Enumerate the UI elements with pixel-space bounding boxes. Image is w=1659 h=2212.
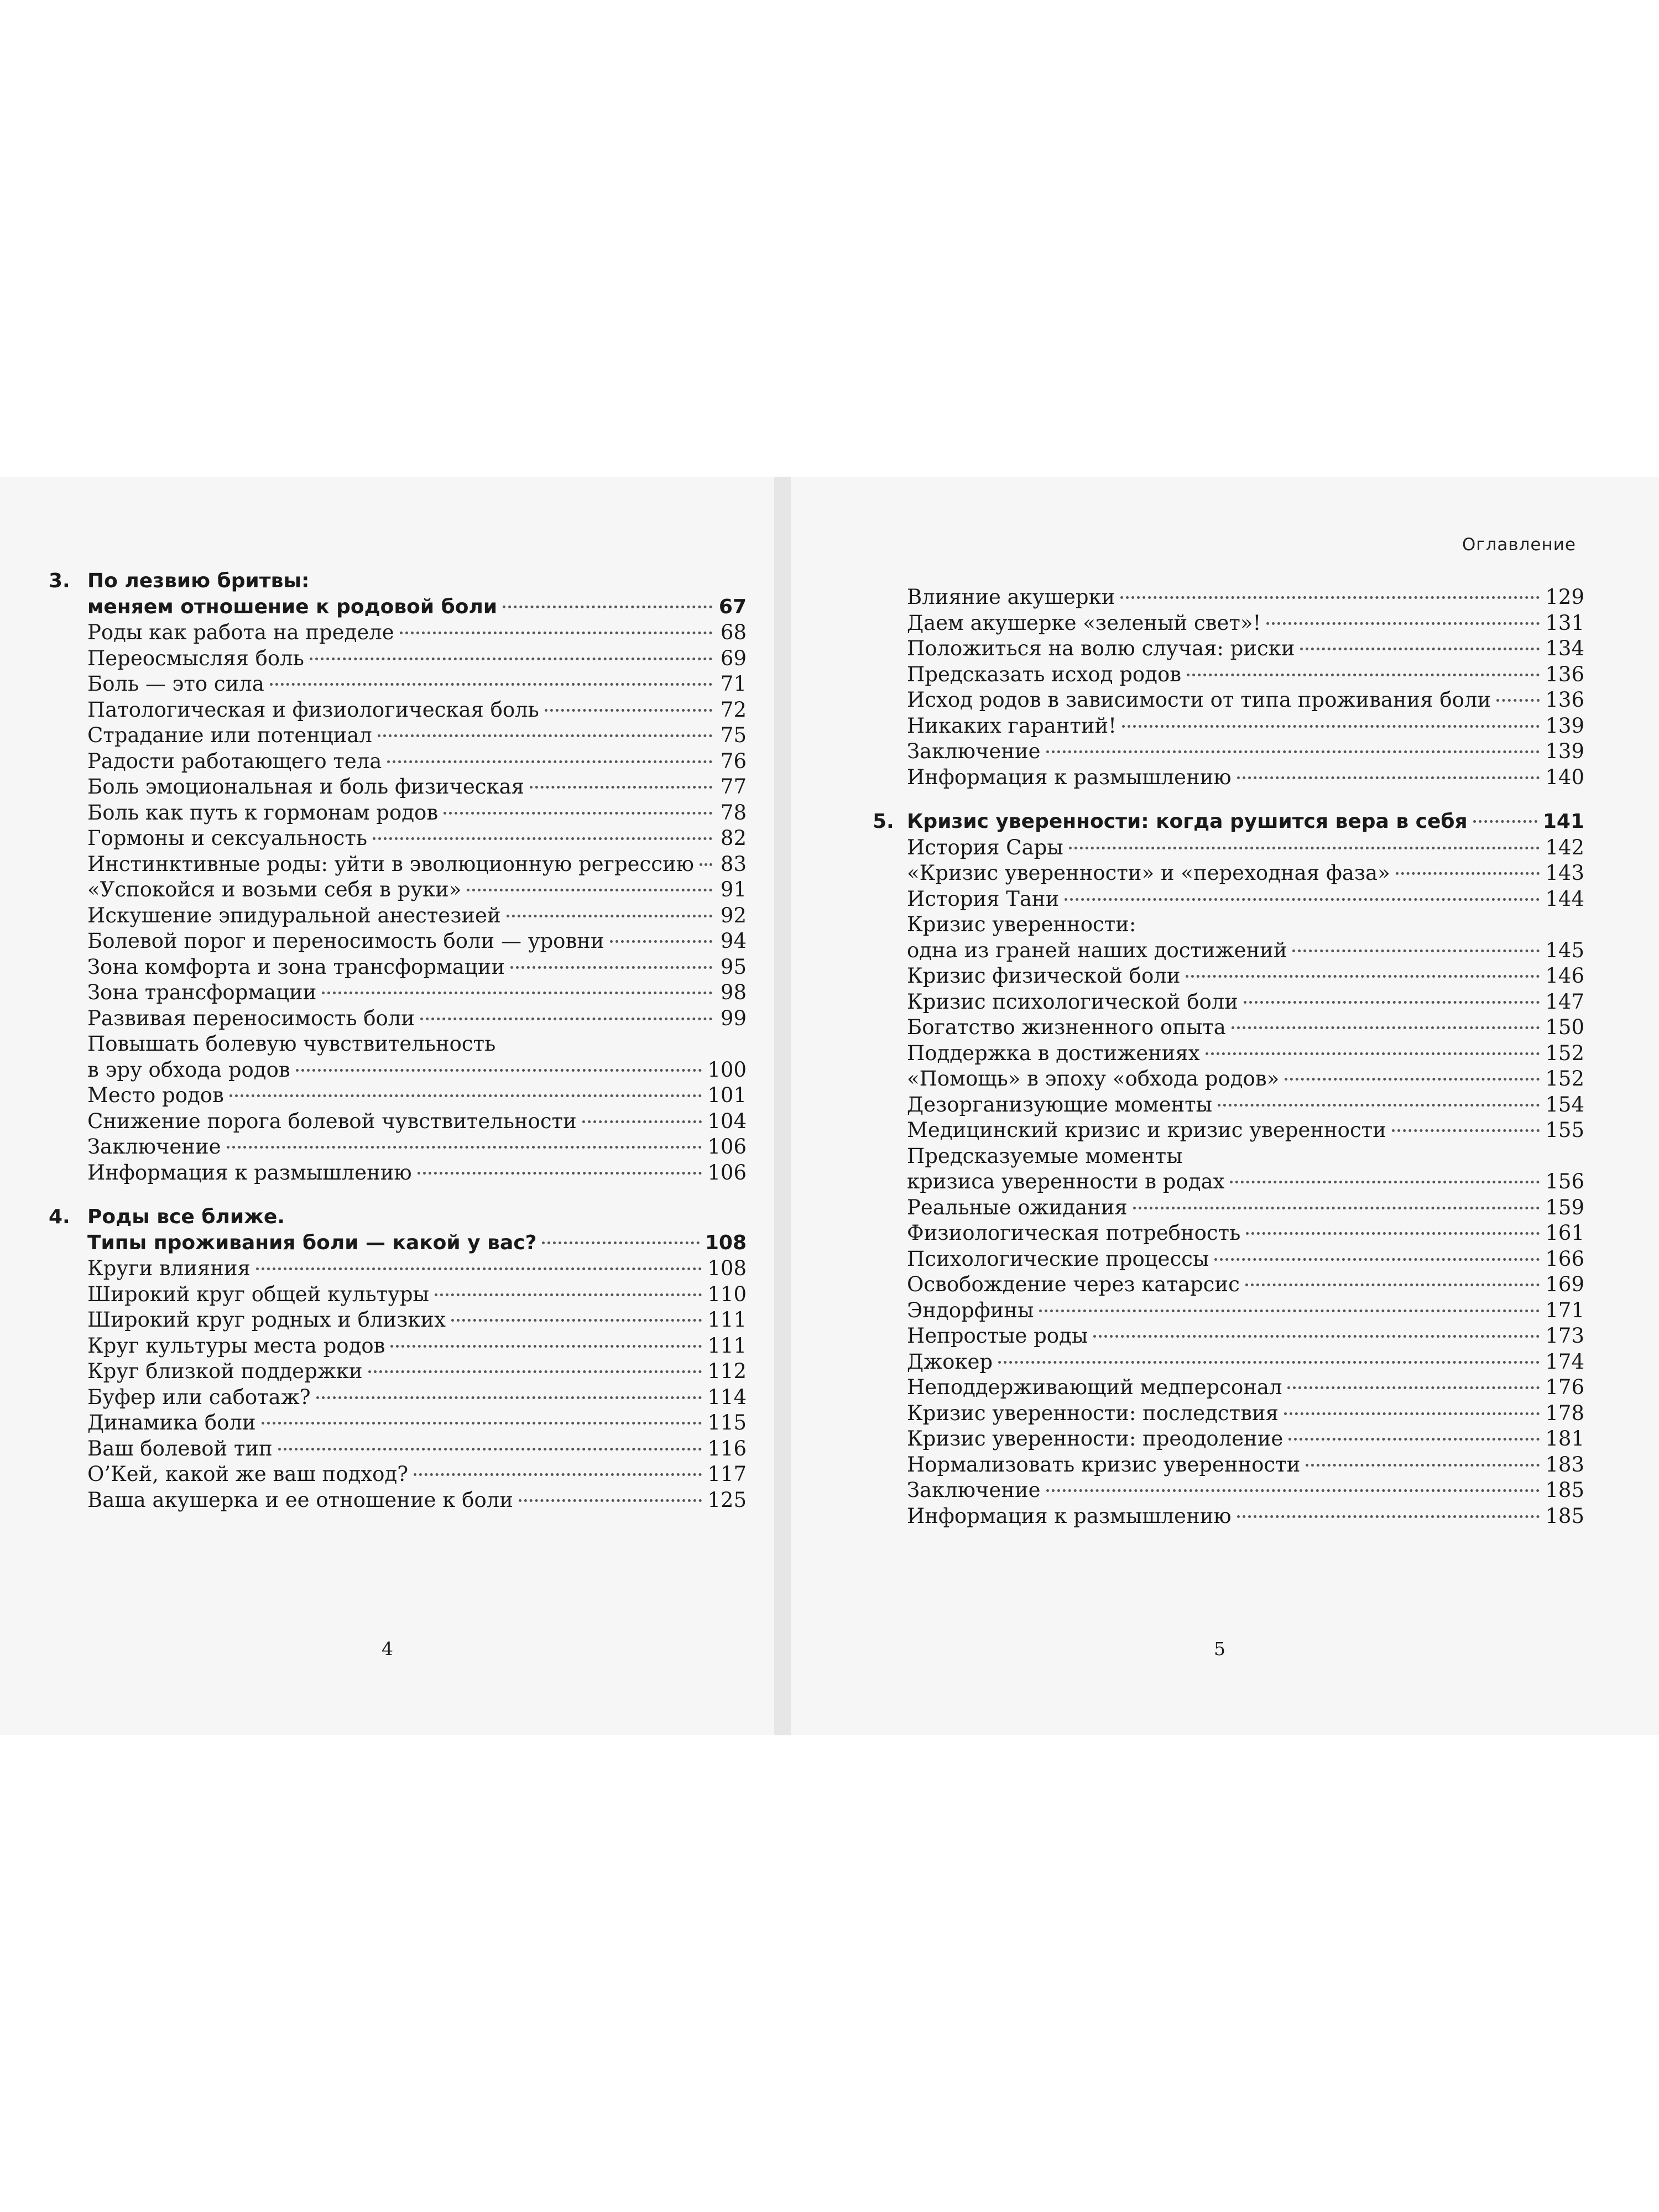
toc-entry-title: Влияние акушерки xyxy=(907,585,1115,609)
toc-page-number: 166 xyxy=(1545,1246,1584,1271)
toc-entry xyxy=(49,1057,747,1083)
dot-leader xyxy=(256,1267,702,1270)
toc-entry xyxy=(907,1298,1584,1324)
toc-entry xyxy=(907,1066,1584,1092)
toc-entry-title: Роды все ближе. xyxy=(87,1206,285,1228)
dot-leader xyxy=(503,606,712,608)
toc-entry-title: Широкий круг родных и близких xyxy=(87,1308,446,1332)
toc-entry xyxy=(907,1246,1584,1272)
toc-entry-title: Предсказуемые моменты xyxy=(907,1144,1183,1168)
toc-entry-title: Страдание или потенциал xyxy=(87,723,372,747)
toc-entry xyxy=(907,662,1584,688)
dot-leader xyxy=(467,889,712,891)
toc-entry xyxy=(907,1349,1584,1375)
toc-entry xyxy=(49,1282,747,1308)
dot-leader xyxy=(1133,1207,1540,1209)
toc-page-number: 116 xyxy=(707,1436,747,1460)
toc-entry xyxy=(907,636,1584,662)
toc-chapter-title xyxy=(49,1204,747,1230)
toc-entry-title: Роды как работа на пределе xyxy=(87,620,394,644)
toc-entry xyxy=(49,1462,747,1488)
dot-leader xyxy=(373,837,712,840)
running-head: Оглавление xyxy=(1462,535,1576,555)
toc-entry xyxy=(49,1385,747,1411)
dot-leader xyxy=(1232,1026,1540,1029)
toc-entry-title: Типы проживания боли — какой у вас? xyxy=(87,1231,537,1254)
dot-leader xyxy=(435,1293,702,1296)
dot-leader xyxy=(390,1345,702,1348)
toc-entry xyxy=(49,774,747,800)
chapter-number: 3. xyxy=(49,570,70,592)
toc-page-number: 99 xyxy=(720,1006,747,1030)
toc-entry-title: Переосмысляя боль xyxy=(87,646,304,670)
toc-entry xyxy=(49,852,747,878)
toc-page-number: 104 xyxy=(707,1109,747,1133)
toc-page-number: 115 xyxy=(707,1411,747,1434)
toc-entry-title: Информация к размышлению xyxy=(907,1504,1232,1528)
toc-page-number: 183 xyxy=(1545,1452,1584,1477)
toc-entry-title: Физиологическая потребность xyxy=(907,1221,1241,1245)
toc-entry xyxy=(907,585,1584,611)
toc-entry-title: «Кризис уверенности» и «переходная фаза» xyxy=(907,861,1390,885)
toc-chapter-title xyxy=(49,1230,747,1256)
toc-page-number: 95 xyxy=(720,954,747,979)
dot-leader xyxy=(1266,622,1540,625)
toc-entry-title: кризиса уверенности в родах xyxy=(907,1170,1225,1193)
toc-entry-title: Информация к размышлению xyxy=(87,1160,412,1185)
toc-entry-title: «Помощь» в эпоху «обхода родов» xyxy=(907,1067,1280,1091)
dot-leader xyxy=(1230,1181,1540,1183)
dot-leader xyxy=(519,1499,702,1502)
toc-entry-title: Неподдерживающий медперсонал xyxy=(907,1375,1282,1399)
dot-leader xyxy=(1396,872,1540,875)
toc-entry-title: Ваш болевой тип xyxy=(87,1436,273,1460)
toc-page-number: 111 xyxy=(707,1308,747,1332)
toc-entry xyxy=(907,611,1584,637)
toc-entry xyxy=(49,1160,747,1186)
toc-entry xyxy=(49,877,747,903)
toc-entry-title: Кризис психологической боли xyxy=(907,989,1238,1014)
toc-entry xyxy=(907,687,1584,713)
toc-section xyxy=(873,809,1584,1529)
toc-entry-title: Повышать болевую чувствительность xyxy=(87,1032,496,1056)
toc-entry-title: Снижение порога болевой чувствительности xyxy=(87,1109,577,1133)
toc-entry-title: Кризис уверенности: xyxy=(907,912,1136,936)
toc-entry xyxy=(49,1359,747,1385)
toc-page-number: 139 xyxy=(1545,739,1584,763)
toc-entry xyxy=(907,989,1584,1015)
dot-leader xyxy=(545,709,712,712)
toc-page-number: 181 xyxy=(1545,1427,1584,1451)
toc-entry xyxy=(907,1041,1584,1067)
toc-page-number: 75 xyxy=(720,723,747,747)
dot-leader xyxy=(1496,699,1540,702)
toc-page-number: 140 xyxy=(1545,765,1584,789)
dot-leader xyxy=(542,1241,699,1244)
dot-leader xyxy=(418,1172,702,1175)
toc-page-number: 94 xyxy=(720,929,747,953)
toc-entry-title: Ваша акушерка и ее отношение к боли xyxy=(87,1488,513,1512)
toc-chapter-title xyxy=(907,809,1584,835)
toc-page-number: 150 xyxy=(1545,1015,1584,1039)
toc-entry xyxy=(907,1323,1584,1349)
dot-leader xyxy=(278,1448,702,1451)
dot-leader xyxy=(1206,1052,1540,1055)
dot-leader xyxy=(229,1094,702,1097)
dot-leader xyxy=(1245,1284,1540,1286)
toc-entry xyxy=(907,1220,1584,1246)
dot-leader xyxy=(1214,1258,1540,1261)
dot-leader xyxy=(296,1069,702,1072)
toc-entry-title: Зона комфорта и зона трансформации xyxy=(87,954,505,979)
dot-leader xyxy=(227,1146,702,1149)
toc-entry xyxy=(49,954,747,980)
toc-page-number: 169 xyxy=(1545,1272,1584,1296)
toc-entry xyxy=(49,749,747,775)
toc-entry xyxy=(907,739,1584,765)
toc-entry-title: Кризис уверенности: последствия xyxy=(907,1401,1279,1425)
toc-entry-title: Боль как путь к гормонам родов xyxy=(87,800,439,825)
dot-leader xyxy=(1039,1310,1540,1312)
dot-leader xyxy=(400,632,712,634)
toc-entry-title: «Успокойся и возьми себя в руки» xyxy=(87,878,462,901)
toc-entry xyxy=(907,1118,1584,1144)
book-gutter xyxy=(774,477,791,1735)
right-page xyxy=(791,477,1659,1735)
toc-page-number: 143 xyxy=(1545,861,1584,885)
toc-entry xyxy=(907,963,1584,989)
toc-entry-title: Патологическая и физиологическая боль xyxy=(87,697,539,722)
toc-page-number: 141 xyxy=(1542,810,1584,833)
dot-leader xyxy=(1244,1001,1540,1004)
chapter-number: 4. xyxy=(49,1206,70,1228)
toc-entry xyxy=(49,1333,747,1359)
toc-entry-title: Буфер или саботаж? xyxy=(87,1385,311,1409)
dot-leader xyxy=(1187,674,1540,676)
toc-entry xyxy=(49,800,747,826)
toc-section xyxy=(49,1204,747,1513)
toc-entry xyxy=(907,765,1584,791)
toc-page-number: 152 xyxy=(1545,1067,1584,1091)
toc-entry-title: Место родов xyxy=(87,1083,224,1107)
toc-entry-title: Джокер xyxy=(907,1349,993,1374)
toc-page-number: 111 xyxy=(707,1333,747,1358)
toc-page-number: 134 xyxy=(1545,637,1584,660)
toc-entry xyxy=(907,912,1584,938)
toc-entry-title: Исход родов в зависимости от типа проживания боли xyxy=(907,688,1491,712)
toc-entry xyxy=(907,1375,1584,1401)
toc-entry-title: Динамика боли xyxy=(87,1411,256,1434)
toc-entry xyxy=(49,1436,747,1462)
toc-page-number: 108 xyxy=(707,1256,747,1280)
toc-entry xyxy=(907,1478,1584,1504)
toc-entry xyxy=(907,886,1584,912)
toc-entry-title: Боль — это сила xyxy=(87,672,264,696)
toc-section xyxy=(49,568,747,1186)
dot-leader xyxy=(1186,975,1540,978)
toc-page-number: 152 xyxy=(1545,1041,1584,1065)
toc-entry-title: Реальные ожидания xyxy=(907,1195,1128,1219)
toc-page-number: 161 xyxy=(1545,1221,1584,1245)
toc-entry xyxy=(907,1144,1584,1170)
toc-entry-title: По лезвию бритвы: xyxy=(87,570,310,592)
page-number-left: 4 xyxy=(382,1638,393,1660)
toc-page-number: 171 xyxy=(1545,1298,1584,1322)
toc-chapter-title xyxy=(49,568,747,594)
dot-leader xyxy=(582,1120,702,1123)
toc-entry xyxy=(49,620,747,646)
toc-entry-title: Поддержка в достижениях xyxy=(907,1041,1200,1065)
page-number-right: 5 xyxy=(1214,1638,1225,1660)
toc-page-number: 101 xyxy=(707,1083,747,1107)
toc-section xyxy=(907,585,1584,790)
toc-left xyxy=(49,568,747,1513)
toc-page-number: 154 xyxy=(1545,1092,1584,1117)
toc-entry-title: Дезорганизующие моменты xyxy=(907,1092,1213,1117)
toc-entry xyxy=(49,671,747,697)
dot-leader xyxy=(1046,750,1540,753)
toc-page-number: 178 xyxy=(1545,1401,1584,1425)
toc-entry-title: Заключение xyxy=(907,1478,1041,1502)
toc-entry-title: Гормоны и сексуальность xyxy=(87,826,368,850)
toc-page-number: 100 xyxy=(707,1057,747,1082)
toc-entry xyxy=(907,1426,1584,1452)
dot-leader xyxy=(322,992,712,994)
toc-entry-title: Широкий круг общей культуры xyxy=(87,1282,429,1306)
dot-leader xyxy=(444,812,712,815)
toc-entry-title: Нормализовать кризис уверенности xyxy=(907,1452,1301,1477)
toc-page-number: 68 xyxy=(720,620,747,644)
toc-page-number: 106 xyxy=(707,1135,747,1159)
toc-entry-title: Заключение xyxy=(907,739,1041,763)
dot-leader xyxy=(1120,596,1540,599)
dot-leader xyxy=(1306,1464,1540,1467)
toc-page-number: 131 xyxy=(1545,611,1584,635)
toc-page-number: 129 xyxy=(1545,585,1584,609)
toc-entry-title: Освобождение через катарсис xyxy=(907,1272,1240,1296)
dot-leader xyxy=(1046,1489,1540,1492)
toc-entry xyxy=(907,1452,1584,1478)
dot-leader xyxy=(368,1370,702,1373)
toc-entry-title: Кризис уверенности: когда рушится вера в себя xyxy=(907,810,1468,833)
toc-entry-title: Радости работающего тела xyxy=(87,749,382,773)
toc-chapter-title xyxy=(49,594,747,620)
toc-entry xyxy=(907,1195,1584,1221)
toc-entry-title: в эру обхода родов xyxy=(87,1057,290,1082)
toc-right xyxy=(873,585,1584,1529)
toc-page-number: 114 xyxy=(707,1385,747,1409)
toc-page-number: 147 xyxy=(1545,989,1584,1014)
toc-page-number: 142 xyxy=(1545,835,1584,859)
toc-entry xyxy=(907,1272,1584,1298)
toc-page-number: 144 xyxy=(1545,886,1584,911)
toc-entry xyxy=(907,1169,1584,1195)
toc-entry-title: Непростые роды xyxy=(907,1324,1088,1348)
toc-page-number: 173 xyxy=(1545,1324,1584,1348)
toc-entry-title: одна из граней наших достижений xyxy=(907,938,1287,962)
toc-page-number: 98 xyxy=(720,980,747,1004)
toc-entry-title: Информация к размышлению xyxy=(907,765,1232,789)
toc-entry-title: Круги влияния xyxy=(87,1256,251,1280)
toc-page-number: 108 xyxy=(705,1231,747,1254)
toc-page-number: 78 xyxy=(720,800,747,825)
toc-entry-title: История Сары xyxy=(907,835,1063,859)
dot-leader xyxy=(378,734,712,737)
toc-entry-title: меняем отношение к родовой боли xyxy=(87,595,498,618)
dot-leader xyxy=(998,1361,1540,1364)
dot-leader xyxy=(1069,847,1540,849)
dot-leader xyxy=(414,1473,702,1476)
dot-leader xyxy=(1292,950,1540,952)
toc-page-number: 72 xyxy=(720,697,747,722)
toc-entry xyxy=(49,980,747,1006)
toc-page-number: 174 xyxy=(1545,1349,1584,1374)
dot-leader xyxy=(1218,1104,1540,1107)
toc-entry-title: Психологические процессы xyxy=(907,1246,1209,1271)
toc-page-number: 159 xyxy=(1545,1195,1584,1219)
toc-entry xyxy=(907,1401,1584,1427)
toc-entry xyxy=(49,646,747,672)
toc-entry-title: Круг близкой поддержки xyxy=(87,1359,363,1383)
dot-leader xyxy=(1237,776,1540,779)
toc-entry xyxy=(49,1109,747,1135)
dot-leader xyxy=(270,683,712,686)
toc-page-number: 71 xyxy=(720,672,747,696)
toc-entry xyxy=(49,826,747,852)
toc-page-number: 112 xyxy=(707,1359,747,1383)
toc-page-number: 110 xyxy=(707,1282,747,1306)
toc-entry-title: Положиться на волю случая: риски xyxy=(907,637,1295,660)
dot-leader xyxy=(610,940,712,943)
toc-entry-title: О’Кей, какой же ваш подход? xyxy=(87,1462,409,1486)
toc-entry xyxy=(907,835,1584,861)
toc-page-number: 156 xyxy=(1545,1170,1584,1193)
toc-entry-title: Предсказать исход родов xyxy=(907,662,1182,686)
toc-entry-title: Никаких гарантий! xyxy=(907,713,1117,738)
toc-page-number: 117 xyxy=(707,1462,747,1486)
toc-entry-title: Кризис физической боли xyxy=(907,964,1181,988)
toc-entry-title: Заключение xyxy=(87,1135,221,1159)
toc-entry xyxy=(49,1410,747,1436)
dot-leader xyxy=(1122,725,1540,728)
dot-leader xyxy=(507,915,712,917)
dot-leader xyxy=(310,658,712,660)
toc-entry xyxy=(907,1015,1584,1041)
toc-page-number: 185 xyxy=(1545,1504,1584,1528)
toc-entry xyxy=(49,1488,747,1514)
dot-leader xyxy=(530,786,712,789)
toc-entry xyxy=(49,723,747,749)
toc-entry-title: Болевой порог и переносимость боли — уровни xyxy=(87,929,604,953)
toc-page-number: 185 xyxy=(1545,1478,1584,1502)
dot-leader xyxy=(1285,1078,1540,1081)
toc-entry xyxy=(907,713,1584,739)
toc-entry-title: Богатство жизненного опыта xyxy=(907,1015,1226,1039)
toc-entry-title: Круг культуры места родов xyxy=(87,1333,385,1358)
dot-leader xyxy=(510,966,712,969)
dot-leader xyxy=(1284,1412,1540,1415)
toc-page-number: 146 xyxy=(1545,964,1584,988)
toc-entry-title: Даем акушерке «зеленый свет»! xyxy=(907,611,1261,635)
dot-leader xyxy=(262,1422,702,1425)
toc-entry xyxy=(49,1256,747,1282)
toc-entry-title: Зона трансформации xyxy=(87,980,317,1004)
toc-entry xyxy=(907,1092,1584,1118)
dot-leader xyxy=(387,760,712,763)
dot-leader xyxy=(1287,1386,1540,1389)
dot-leader xyxy=(1288,1438,1540,1441)
dot-leader xyxy=(420,1018,712,1020)
toc-entry-title: Кризис уверенности: преодоление xyxy=(907,1427,1284,1451)
toc-entry-title: Медицинский кризис и кризис уверенности xyxy=(907,1118,1386,1142)
dot-leader xyxy=(451,1319,702,1322)
toc-entry-title: Развивая переносимость боли xyxy=(87,1006,415,1030)
dot-leader xyxy=(700,863,712,866)
dot-leader xyxy=(1246,1232,1540,1235)
toc-entry-title: Боль эмоциональная и боль физическая xyxy=(87,775,525,799)
dot-leader xyxy=(316,1396,702,1399)
toc-entry xyxy=(907,938,1584,964)
toc-page-number: 82 xyxy=(720,826,747,850)
dot-leader xyxy=(1473,820,1537,823)
toc-entry xyxy=(49,1031,747,1057)
toc-page-number: 69 xyxy=(720,646,747,670)
toc-entry-title: Искушение эпидуральной анестезией xyxy=(87,903,501,927)
toc-page-number: 176 xyxy=(1545,1375,1584,1399)
dot-leader xyxy=(1237,1515,1540,1518)
toc-page-number: 136 xyxy=(1545,688,1584,712)
toc-page-number: 106 xyxy=(707,1160,747,1185)
toc-page-number: 136 xyxy=(1545,662,1584,686)
dot-leader xyxy=(1093,1335,1540,1338)
toc-page-number: 125 xyxy=(707,1488,747,1512)
toc-page-number: 139 xyxy=(1545,713,1584,738)
toc-entry xyxy=(49,1134,747,1160)
toc-entry-title: История Тани xyxy=(907,886,1060,911)
toc-entry-title: Инстинктивные роды: уйти в эволюционную регрессию xyxy=(87,852,694,876)
toc-entry xyxy=(49,697,747,723)
toc-entry xyxy=(49,1307,747,1333)
toc-entry xyxy=(49,903,747,929)
toc-page-number: 155 xyxy=(1545,1118,1584,1142)
toc-page-number: 77 xyxy=(720,775,747,799)
left-page xyxy=(0,477,774,1735)
dot-leader xyxy=(1065,898,1540,901)
toc-page-number: 92 xyxy=(720,903,747,927)
toc-page-number: 145 xyxy=(1545,938,1584,962)
toc-entry-title: Эндорфины xyxy=(907,1298,1034,1322)
toc-entry xyxy=(49,1006,747,1032)
toc-page-number: 83 xyxy=(720,852,747,876)
toc-page-number: 91 xyxy=(720,878,747,901)
toc-entry xyxy=(49,1083,747,1109)
dot-leader xyxy=(1300,648,1540,650)
toc-entry xyxy=(907,860,1584,886)
chapter-number: 5. xyxy=(873,810,894,833)
toc-entry xyxy=(907,1504,1584,1530)
toc-page-number: 67 xyxy=(718,595,747,618)
toc-page-number: 76 xyxy=(720,749,747,773)
dot-leader xyxy=(1392,1129,1540,1132)
toc-entry xyxy=(49,928,747,954)
